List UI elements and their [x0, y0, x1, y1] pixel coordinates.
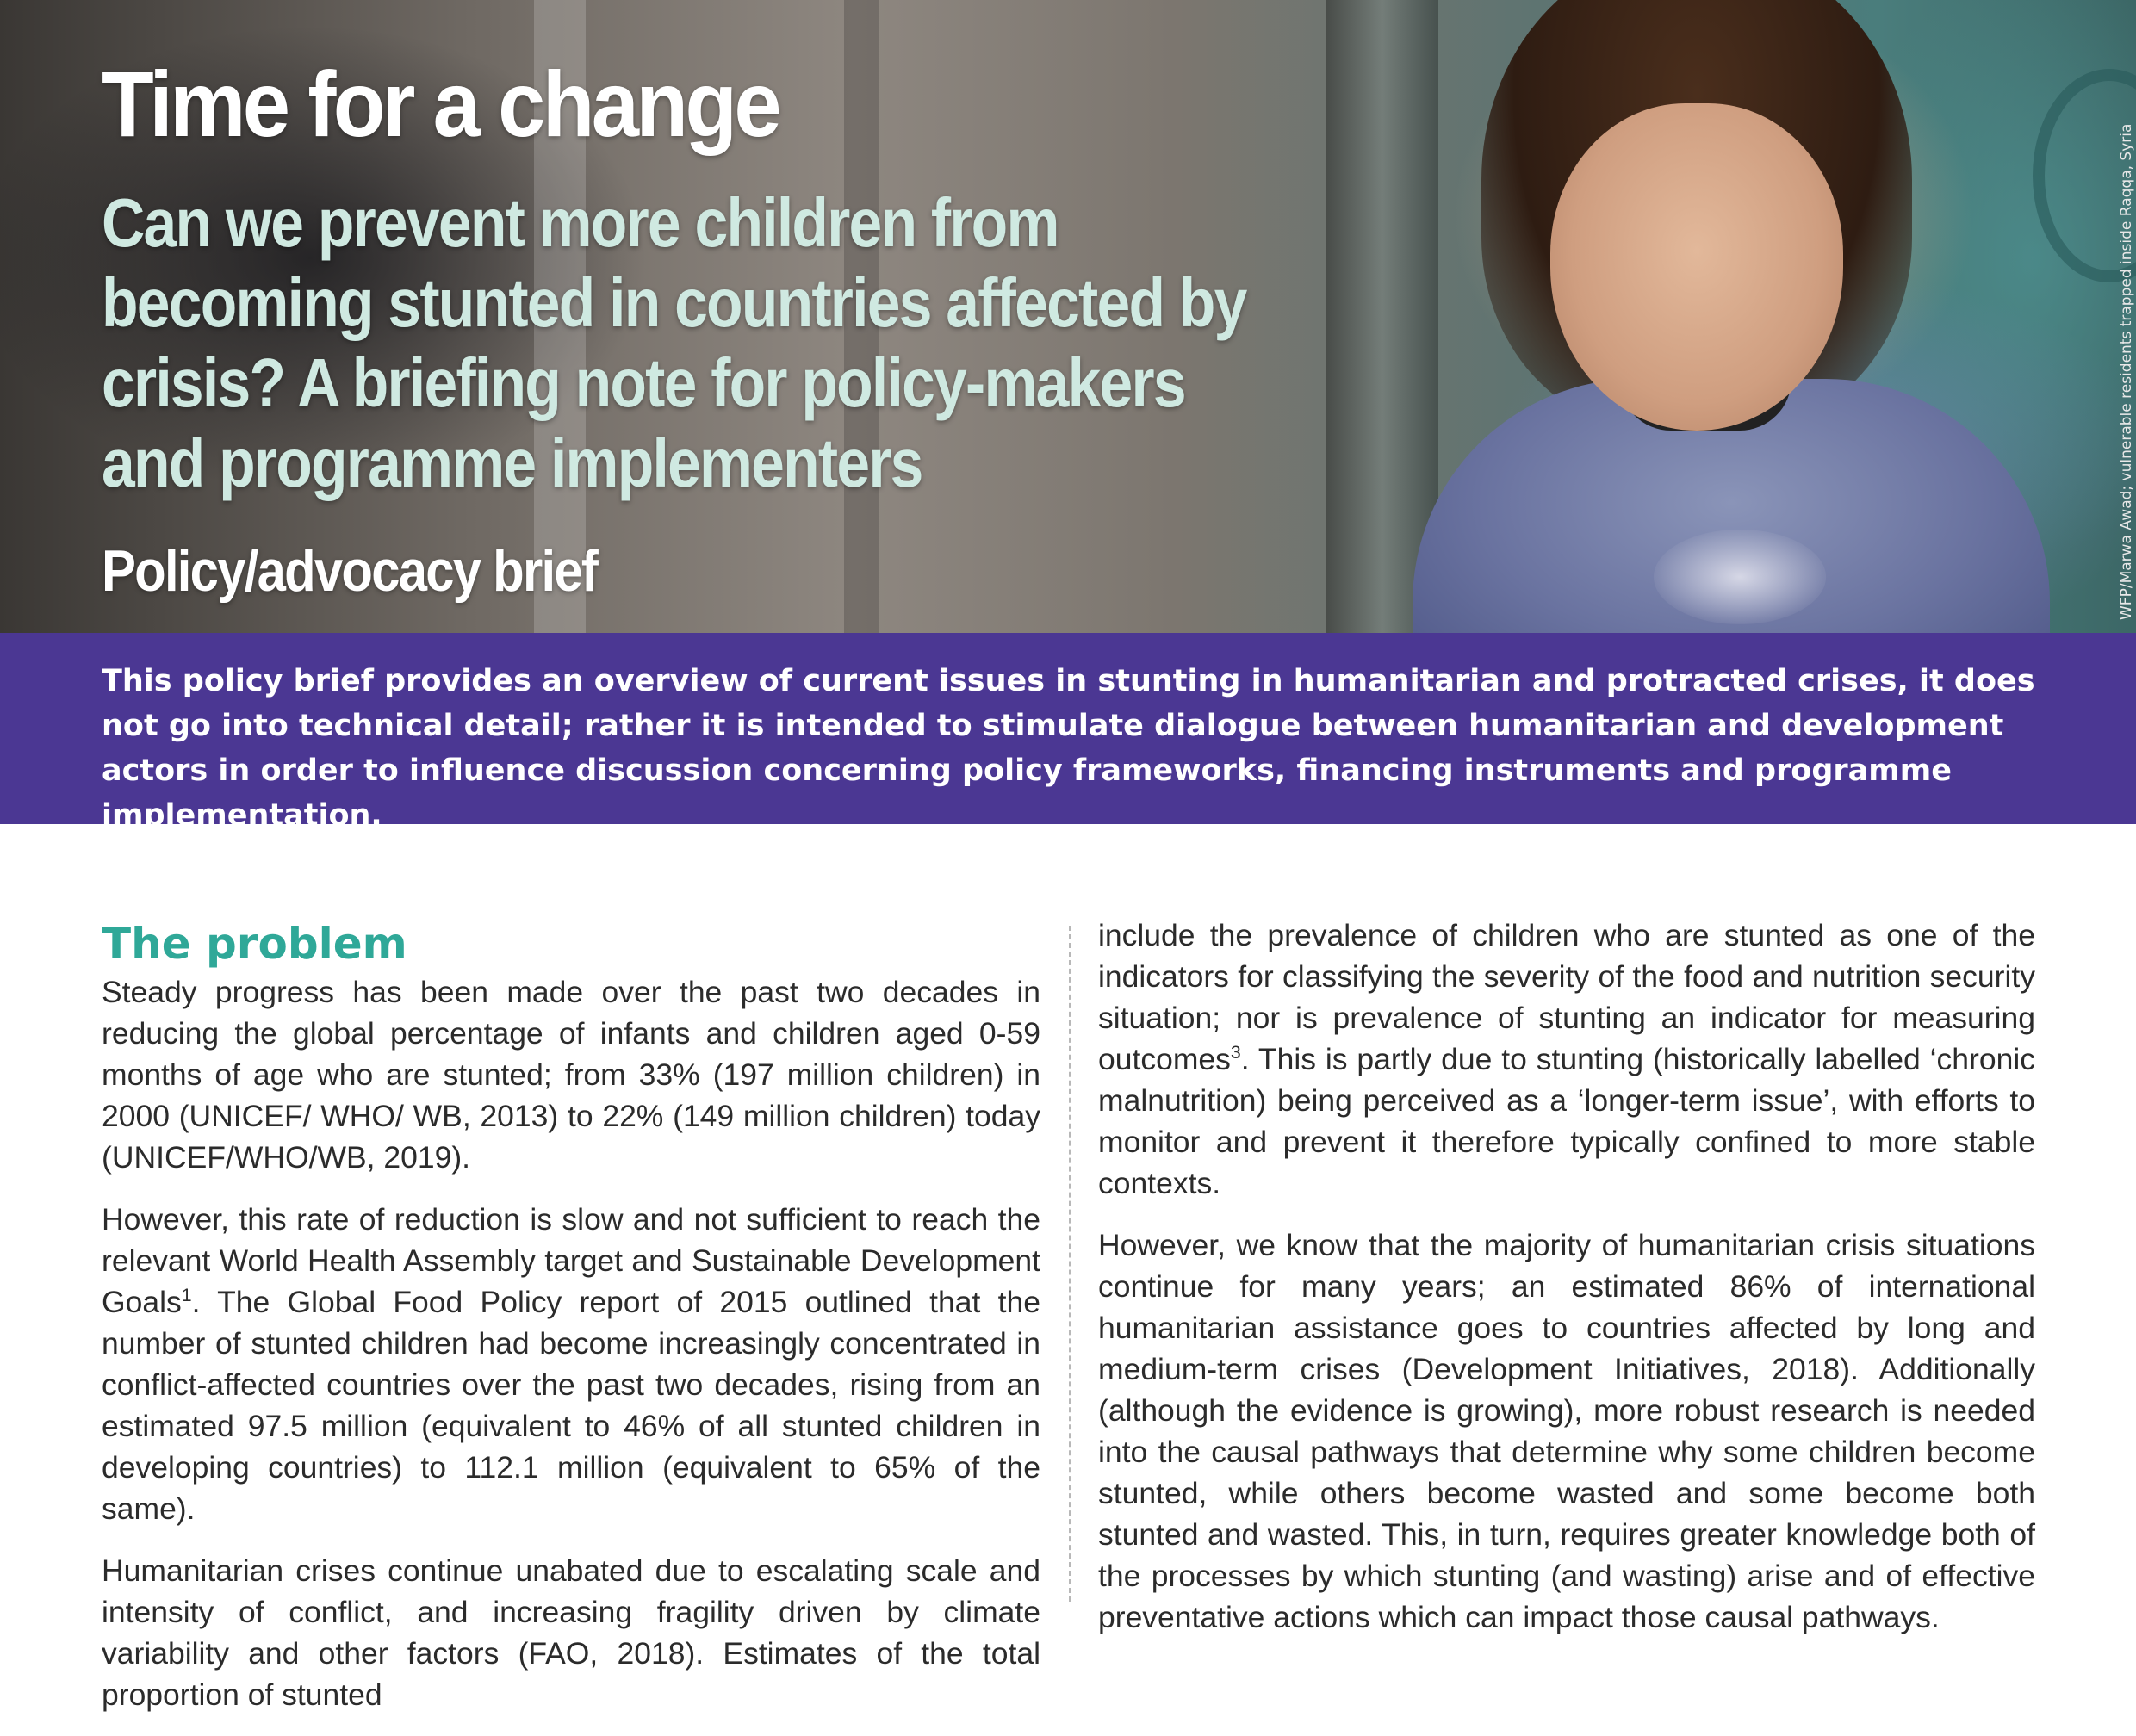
paragraph [1098, 914, 2035, 1204]
paragraph [102, 1199, 1040, 1529]
document-type-label: Policy/advocacy brief [102, 538, 598, 604]
photo-credit: WFP/Marwa Awad; vulnerable residents trapped inside Raqqa, Syria [2118, 123, 2135, 620]
footnote-ref[interactable]: 3 [1230, 1042, 1241, 1063]
hero-photo [0, 0, 2136, 633]
sweater-print [1654, 530, 1826, 624]
paragraph-text: . This is partly due to stunting (historically labelled ‘chronic malnutrition) being perceived as a ‘longer-term issue’, with efforts to monitor and prevent it therefore typically confined to more stable contexts. [1098, 1042, 2035, 1200]
paragraph-text: However, this rate of reduction is slow and not sufficient to reach the relevant World Health Assembly target and Sustainable Development Goals [102, 1202, 1040, 1319]
column-divider [1069, 926, 1071, 1602]
page-title: Time for a change [102, 52, 779, 156]
paragraph: Steady progress has been made over the past two decades in reducing the global percentage of infants and children aged 0-59 months of age who are stunted; from 33% (197 million children) in 2000 (UNICEF/ WHO/ WB, 2013) to 22% (149 million children) today (UNICEF/WHO/WB, 2019). [102, 975, 1040, 1175]
page-subtitle: Can we prevent more children from becoming stunted in countries affected by crisis? A briefing note for policy-makers and programme implementers [102, 184, 1246, 501]
child-face [1550, 103, 1843, 431]
paragraph-text: . The Global Food Policy report of 2015 outlined that the number of stunted children had become increasingly concentrated in conflict-affected countries over the past two decades, rising from an estimated 97.5 million (equivalent to 46% of all stunted children in developing countries) to 112.1 million (equivalent to 65% of the same). [102, 1285, 1040, 1526]
paragraph-text: include the prevalence of children who are stunted as one of the indicators for classifying the severity of the food and nutrition security situation; nor is prevalence of stunting an indicator for measuring outcomes [1098, 918, 2035, 1076]
footnote-ref[interactable]: 1 [181, 1285, 192, 1306]
intro-text: This policy brief provides an overview of current issues in stunting in humanitarian and protracted crises, it does not go into technical detail; rather it is intended to stimulate dialogue between humanitarian and development actors in order to influence discussion concerning policy frameworks, financing instruments and programme implementation. [102, 664, 2035, 833]
intro-banner [0, 633, 2136, 833]
left-column [102, 913, 1040, 1736]
section-heading-problem: The problem [102, 919, 407, 969]
right-column [1098, 914, 2035, 1658]
paragraph: However, we know that the majority of humanitarian crisis situations continue for many years; an estimated 86% of international humanitarian assistance goes to countries affected by long and medium-term crises (Development Initiatives, 2018). Additionally (although the evidence is growing), more robust research is needed into the causal pathways that determine why some children become stunted, while others become wasted and some become both stunted and wasted. This, in turn, requires greater knowledge both of the processes by which stunting (and wasting) arise and of effective preventative actions which can impact those causal pathways. [1098, 1228, 2035, 1634]
paragraph: Humanitarian crises continue unabated due to escalating scale and intensity of conflict, and increasing fragility driven by climate variability and other factors (FAO, 2018). Estimates of the total proportion of stunted [102, 1553, 1040, 1712]
